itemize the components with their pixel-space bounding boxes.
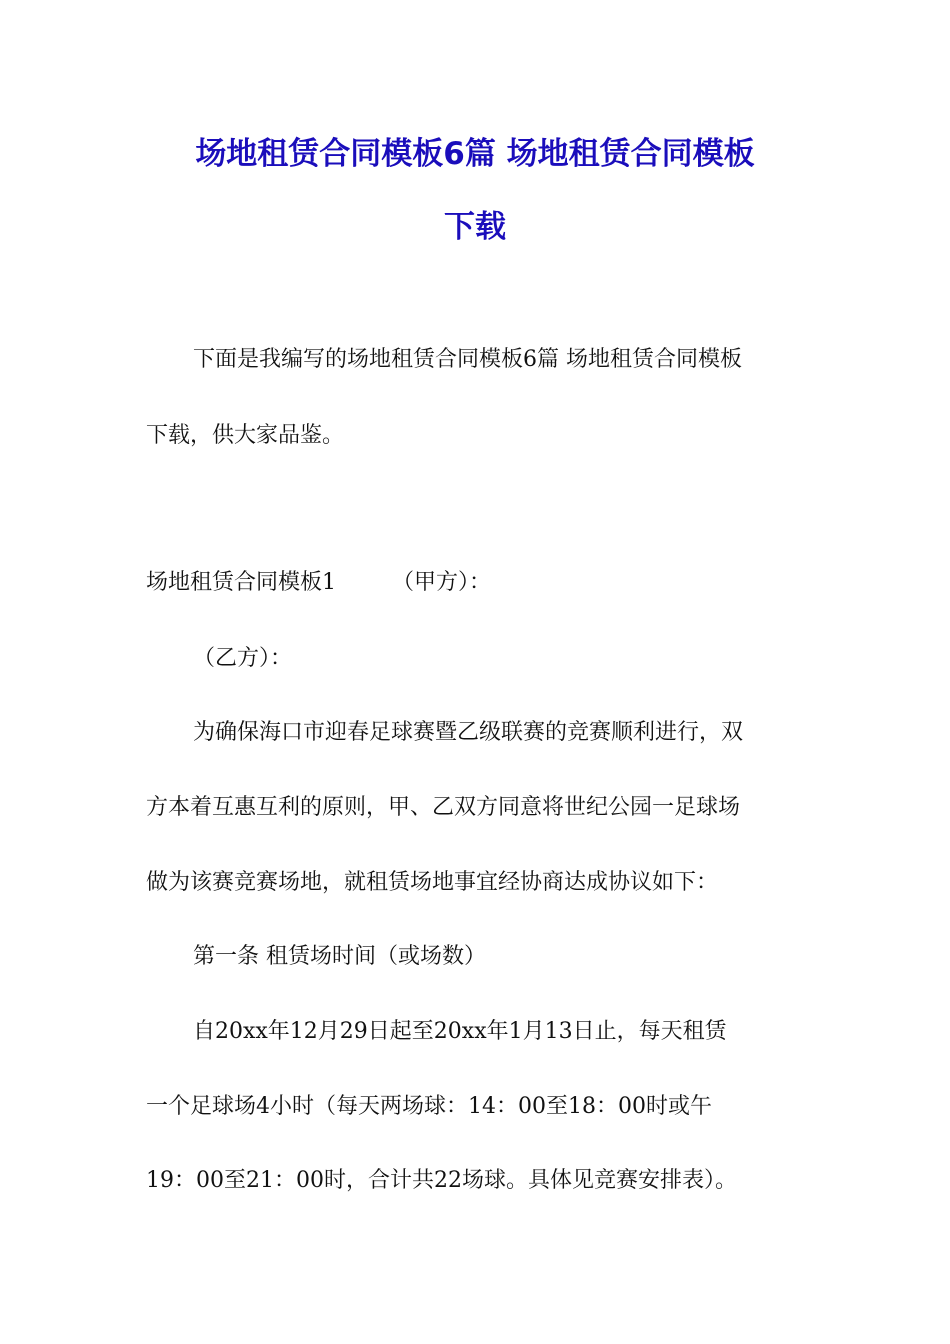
paragraph-1-line3: 做为该赛竞赛场地，就租赁场地事宜经协商达成协议如下： [146, 870, 719, 895]
paragraph-2-line2: 一个足球场4小时（每天两场球：14：00至18：00时或午 [146, 1094, 712, 1119]
paragraph-1-line2: 方本着互惠互利的原则，甲、乙双方同意将世纪公园一足球场 [146, 795, 741, 820]
paragraph-2-line3: 19：00至21：00时，合计共22场球。具体见竞赛安排表）。 [146, 1168, 737, 1193]
paragraph-1-line1: 为确保海口市迎春足球赛暨乙级联赛的竞赛顺利进行，双 [193, 720, 744, 745]
article-1-title: 第一条 租赁场时间（或场数） [193, 944, 486, 969]
paragraph-2-line1: 自20xx年12月29日起至20xx年1月13日止，每天租赁 [193, 1019, 727, 1044]
section-heading: 场地租赁合同模板1 （甲方）： [146, 570, 491, 595]
intro-paragraph-line2: 下载，供大家品鉴。 [146, 423, 345, 448]
document-title-line1: 场地租赁合同模板6篇 场地租赁合同模板 [195, 136, 755, 172]
document-title-line2: 下载 [444, 209, 506, 245]
party-b-line: （乙方）： [193, 646, 293, 671]
intro-paragraph-line1: 下面是我编写的场地租赁合同模板6篇 场地租赁合同模板 [193, 347, 742, 372]
